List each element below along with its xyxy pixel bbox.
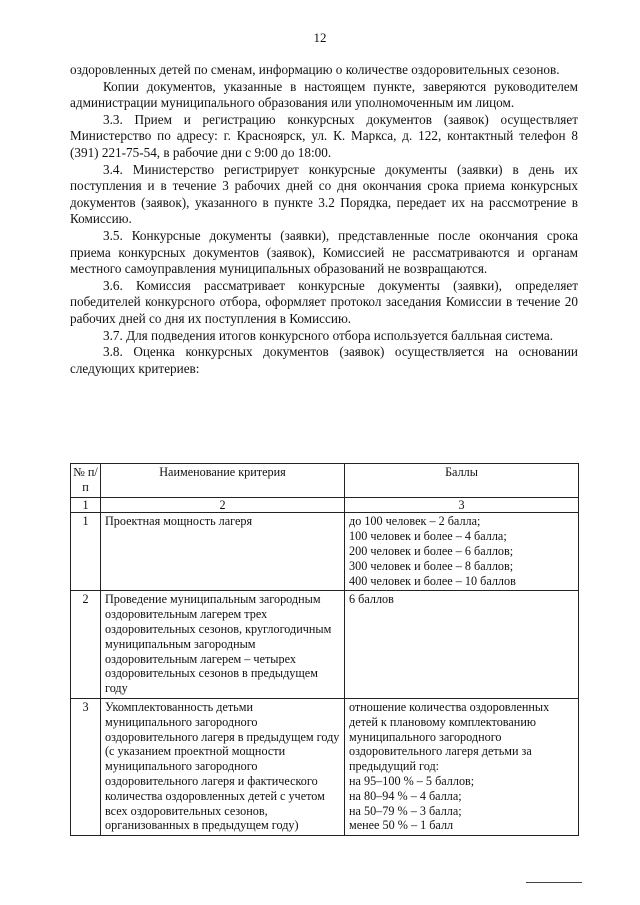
body-text — [70, 62, 578, 377]
points-line: на 50–79 % – 3 балла; — [349, 803, 462, 818]
points-cell — [345, 698, 579, 835]
criterion-cell: Проектная мощность лагеря — [101, 513, 345, 591]
paragraph-3-6: 3.6. Комиссия рассматривает конкурсные документы (заявки), определяет победителей конкурсного отбора, оформляет протокол заседания Комиссии в течение 20 рабочих дней со дня их поступления в Комиссию. — [70, 277, 578, 326]
points-line: до 100 человек – 2 балла; — [349, 514, 481, 529]
index-cell: 2 — [101, 497, 345, 513]
paragraph-2: Копии документов, указанные в настоящем пункте, заверяются руководителем администрации муниципального образования или уполномоченным им лицом. — [70, 78, 578, 111]
points-line: 200 человек и более – 6 баллов; — [349, 543, 514, 558]
criteria-table — [70, 463, 579, 836]
table-index-row — [71, 497, 579, 513]
paragraph-3-7: 3.7. Для подведения итогов конкурсного отбора используется балльная система. — [103, 327, 554, 343]
points-line: 100 человек и более – 4 балла; — [349, 529, 507, 544]
row-number: 2 — [71, 591, 101, 699]
points-line: на 80–94 % – 4 балла; — [349, 788, 462, 803]
criterion-cell: Проведение муниципальным загородным оздоровительным лагерем трех оздоровительных сезонов, круглогодичным муниципальным загородным оздоровительным лагерем – четырех оздоровительных сезонов в предыдущем году — [101, 591, 345, 699]
paragraph-3-8: 3.8. Оценка конкурсных документов (заявок) осуществляется на основании следующих критериев: — [70, 344, 578, 376]
table-header-row — [71, 464, 579, 498]
paragraph-3-4: 3.4. Министерство регистрирует конкурсные документы (заявки) в день их поступления и в течение 3 рабочих дней со дня окончания срока приема конкурсных документов (заявок), указанного в пункте 3.2 Порядка, передает их на рассмотрение в Комиссию. — [70, 161, 578, 227]
paragraph-3-3: 3.3. Прием и регистрацию конкурсных документов (заявок) осуществляет Министерство по адресу: г. Красноярск, ул. К. Маркса, д. 122, контактный телефон 8 (391) 221-75-54, в рабочие дни с 9:00 до 18:00. — [70, 111, 578, 160]
table-row — [71, 513, 579, 591]
points-line: 6 баллов — [349, 592, 394, 607]
table-row — [71, 698, 579, 835]
points-intro: отношение количества оздоровленных детей к плановому комплектованию муниципального загородного оздоровительного лагеря детьми за предыдущий год: — [349, 699, 550, 774]
header-points: Баллы — [345, 464, 579, 498]
row-number: 3 — [71, 698, 101, 835]
points-line: менее 50 % – 1 балл — [349, 818, 454, 833]
header-number: № п/п — [71, 464, 101, 498]
table-row — [71, 591, 579, 699]
page-number: 12 — [313, 30, 327, 45]
row-number: 1 — [71, 513, 101, 591]
paragraph-3-5: 3.5. Конкурсные документы (заявки), представленные после окончания срока приема конкурсных документов (заявок), Комиссией не рассматриваются и органам местного самоуправления муниципальных образований не возвращаются. — [70, 227, 578, 277]
criterion-cell: Укомплектованность детьми муниципального загородного оздоровительного лагеря в предыдущем году (с указанием проектной мощности муниципального загородного оздоровительного лагеря и фактического количества оздоровленных детей с учетом всех оздоровительных сезонов, организованных в предыдущем году) — [101, 698, 345, 835]
points-cell — [345, 591, 579, 699]
points-cell — [345, 513, 579, 591]
footer-rule — [526, 882, 582, 883]
points-line: 300 человек и более – 8 баллов; — [349, 558, 514, 573]
header-criterion: Наименование критерия — [101, 464, 345, 498]
points-line: 400 человек и более – 10 баллов — [349, 573, 516, 588]
index-cell: 3 — [345, 497, 579, 513]
paragraph-1: оздоровленных детей по сменам, информацию о количестве оздоровительных сезонов. — [70, 62, 560, 77]
index-cell: 1 — [71, 497, 101, 513]
points-line: на 95–100 % – 5 баллов; — [349, 773, 475, 788]
